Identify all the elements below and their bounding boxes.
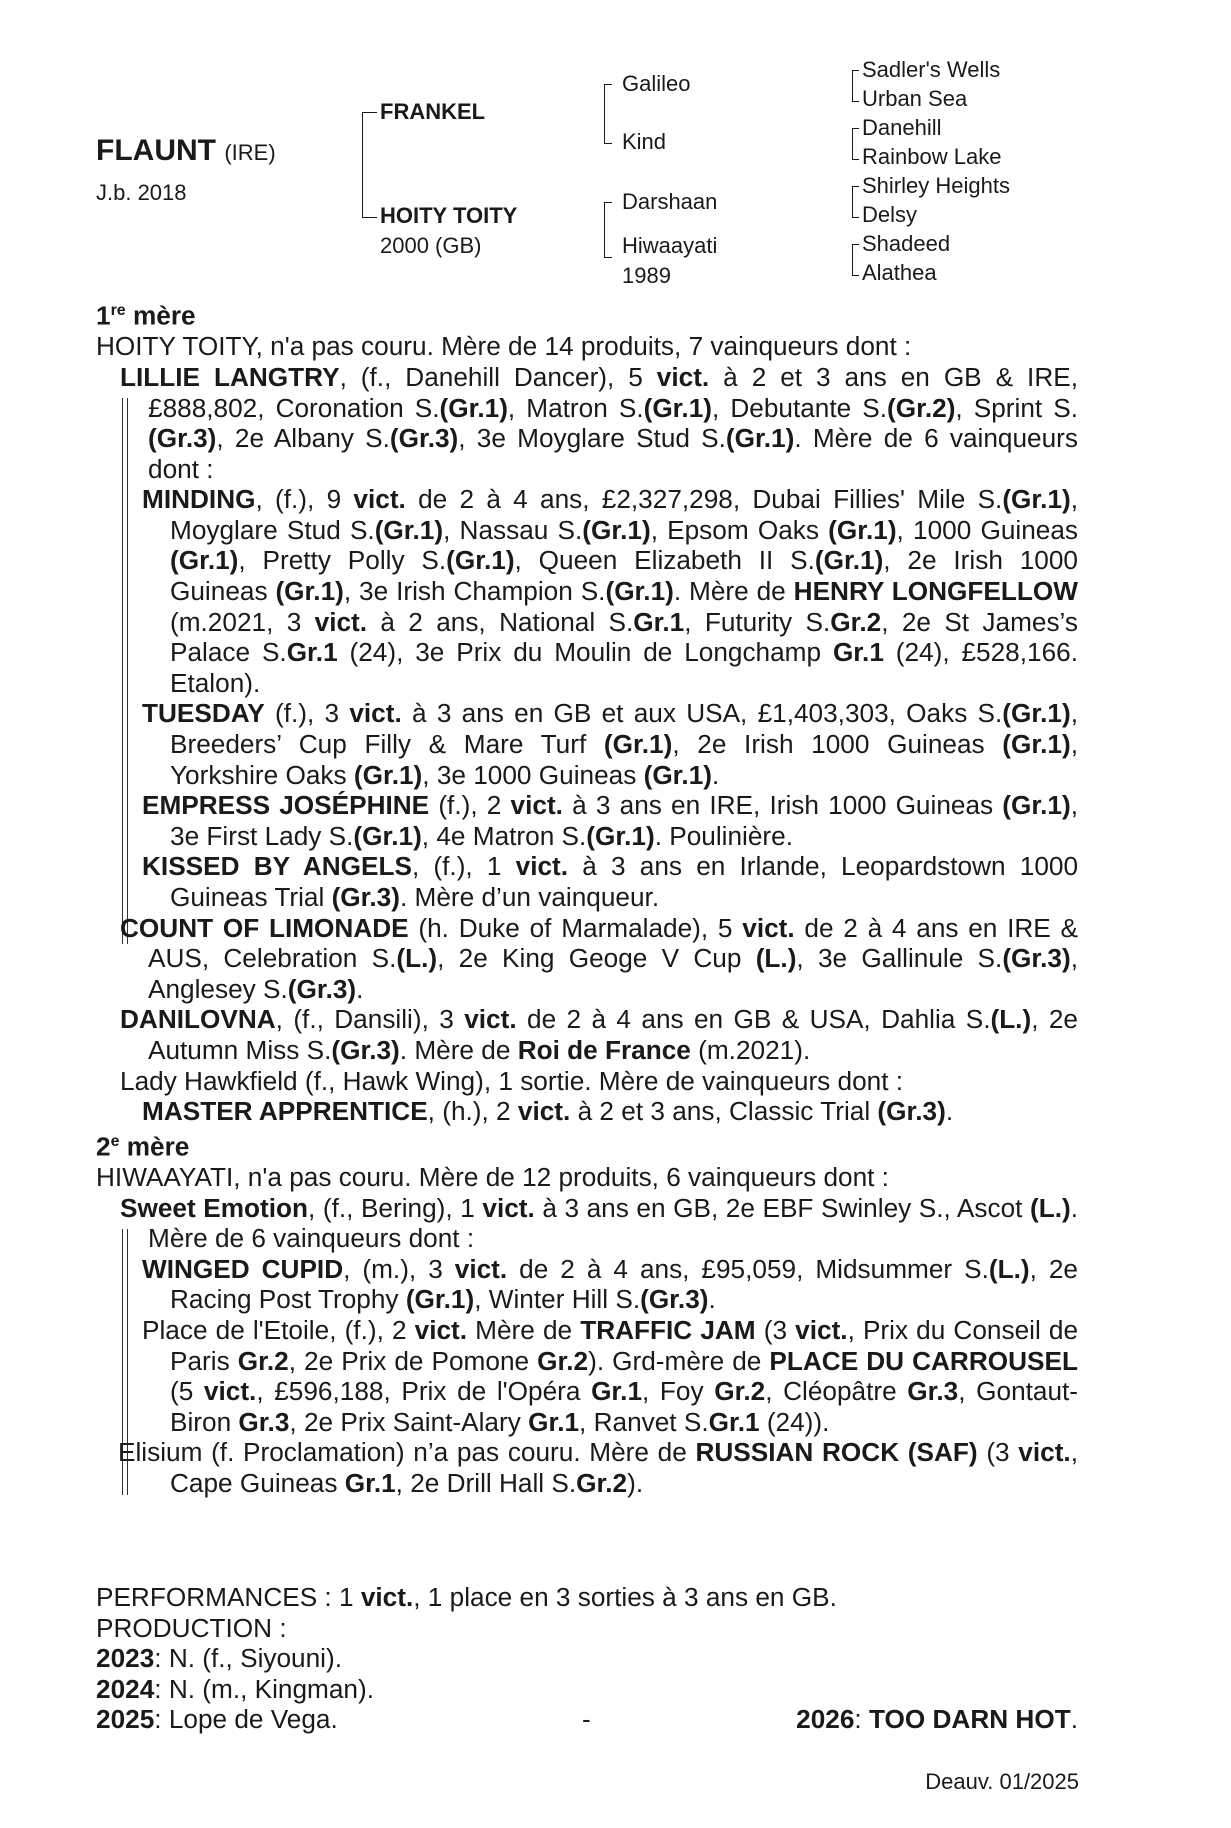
- production-2025: 2025: Lope de Vega.: [96, 1704, 338, 1735]
- grandsire-3: Darshaan: [622, 189, 718, 214]
- horse-name: FLAUNT: [96, 134, 216, 167]
- dam-line-bracket: [604, 202, 612, 258]
- ggs-bracket-3: [852, 186, 859, 218]
- sire-line-bracket: [604, 84, 612, 144]
- ggs-4: Rainbow Lake: [862, 144, 1002, 169]
- entry-winged-cupid: WINGED CUPID, (m.), 3 vict. de 2 à 4 ans, £95,059, Midsummer S.(L.), 2e Racing Post Trophy (Gr.1), Winter Hill S.(Gr.3).: [142, 1253, 1078, 1315]
- ggs-6: Delsy: [862, 202, 918, 227]
- ggs-bracket-4: [852, 244, 859, 276]
- grandsire-2: Kind: [622, 129, 667, 154]
- production-2026: 2026: TOO DARN HOT.: [796, 1704, 1078, 1735]
- grandsire-1: Galileo: [622, 71, 691, 96]
- ggs-bracket-1: [852, 70, 859, 102]
- entry-master-apprentice: MASTER APPRENTICE, (h.), 2 vict. à 2 et 3 ans, Classic Trial (Gr.3).: [142, 1096, 954, 1127]
- production-2024: 2024: N. (m., Kingman).: [96, 1673, 374, 1704]
- entry-lady-hawkfield: Lady Hawkfield (f., Hawk Wing), 1 sortie. Mère de vainqueurs dont :: [120, 1065, 904, 1096]
- ggs-8: Alathea: [862, 260, 937, 285]
- horse-title: [96, 134, 276, 170]
- production-label: PRODUCTION :: [96, 1612, 287, 1643]
- ggs-5: Shirley Heights: [862, 173, 1010, 198]
- first-dam-intro: HOITY TOITY, n'a pas couru. Mère de 14 produits, 7 vainqueurs dont :: [96, 331, 912, 362]
- grandsire-4-year: 1989: [622, 263, 671, 288]
- ggs-2: Urban Sea: [862, 86, 968, 111]
- grandsire-4: Hiwaayati: [622, 233, 718, 258]
- entry-danilovna: DANILOVNA, (f., Dansili), 3 vict. de 2 à 4 ans en GB & USA, Dahlia S.(L.), 2e Autumn Miss S.(Gr.3). Mère de Roi de France (m.2021).: [120, 1004, 1078, 1065]
- horse-desc: J.b. 2018: [96, 180, 187, 205]
- ggs-bracket-2: [852, 128, 859, 160]
- entry-sweet-emotion: Sweet Emotion, (f., Bering), 1 vict. à 3 ans en GB, 2e EBF Swinley S., Ascot (L.). Mère de 6 vainqueurs dont :: [120, 1192, 1079, 1254]
- ggs-1: Sadler's Wells: [862, 57, 1001, 82]
- production-2025-2026: [96, 1704, 1078, 1735]
- entry-kissed-by-angels: KISSED BY ANGELS, (f.), 1 vict. à 3 ans en Irlande, Leopardstown 1000 Guineas Trial (Gr.3). Mère d’un vainqueur.: [142, 851, 1079, 913]
- performances-line: PERFORMANCES : 1 vict., 1 place en 3 sorties à 3 ans en GB.: [96, 1582, 837, 1612]
- horse-origin: (IRE): [224, 140, 276, 165]
- second-dam-intro: HIWAAYATI, n'a pas couru. Mère de 12 produits, 6 vainqueurs dont :: [96, 1162, 889, 1193]
- dam-year: 2000 (GB): [380, 233, 482, 258]
- sire-dam-bracket: [362, 112, 377, 218]
- entry-count-of-limonade: COUNT OF LIMONADE (h. Duke of Marmalade), 5 vict. de 2 à 4 ans en IRE & AUS, Celebration S.(L.), 2e King Geoge V Cup (L.), 3e Gallinule S.(Gr.3), Anglesey S.(Gr.3).: [120, 912, 1078, 1004]
- sire-name: FRANKEL: [380, 99, 486, 124]
- entry-minding: MINDING, (f.), 9 vict. de 2 à 4 ans, £2,327,298, Dubai Fillies' Mile S.(Gr.1), Moyglare Stud S.(Gr.1), Nassau S.(Gr.1), Epsom Oaks (Gr.1), 1000 Guineas (Gr.1), Pretty Polly S.(Gr.1), Queen Elizabeth II S.(Gr.1), 2e Irish 1000 Guineas (Gr.1), 3e Irish Champion S.(Gr.1). Mère de HENRY LONGFELLOW (m.2021, 3 vict. à 2 ans, National S.Gr.1, Futurity S.Gr.2, 2e St James’s Palace S.Gr.1 (24), 3e Prix du Moulin de Longchamp Gr.1 (24), £528,166. Etalon).: [142, 484, 1079, 698]
- family-notes: [96, 296, 1078, 1499]
- catalogue-reference: Deauv. 01/2025: [925, 1769, 1079, 1794]
- first-dam-heading: 1re mère: [96, 300, 196, 331]
- second-dam-produce: [96, 1193, 1078, 1499]
- first-dam-produce: [96, 362, 1078, 1127]
- performances-block: [96, 1582, 1078, 1735]
- entry-lillie-langtry: LILLIE LANGTRY, (f., Danehill Dancer), 5 vict. à 2 et 3 ans en GB & IRE, £888,802, Coronation S.(Gr.1), Matron S.(Gr.1), Debutante S.(Gr.2), Sprint S.(Gr.3), 2e Albany S.(Gr.3), 3e Moyglare Stud S.(Gr.1). Mère de 6 vainqueurs dont :: [120, 361, 1078, 484]
- ggs-3: Danehill: [862, 115, 942, 140]
- production-dash: -: [582, 1704, 591, 1735]
- dam-name: HOITY TOITY: [380, 203, 518, 228]
- production-2023: 2023: N. (f., Siyouni).: [96, 1643, 342, 1674]
- ggs-7: Shadeed: [862, 231, 951, 256]
- entry-place-de-l-etoile: Place de l'Etoile, (f.), 2 vict. Mère de TRAFFIC JAM (3 vict., Prix du Conseil de Paris Gr.2, 2e Prix de Pomone Gr.2). Grd-mère de PLACE DU CARROUSEL (5 vict., £596,188, Prix de l'Opéra Gr.1, Foy Gr.2, Cléopâtre Gr.3, Gontaut-Biron Gr.3, 2e Prix Saint-Alary Gr.1, Ranvet S.Gr.1 (24)).: [142, 1315, 1079, 1437]
- second-dam-heading: 2e mère: [96, 1131, 190, 1162]
- entry-tuesday: TUESDAY (f.), 3 vict. à 3 ans en GB et aux USA, £1,403,303, Oaks S.(Gr.1), Breeders’ Cup Filly & Mare Turf (Gr.1), 2e Irish 1000 Guineas (Gr.1), Yorkshire Oaks (Gr.1), 3e 1000 Guineas (Gr.1).: [142, 698, 1078, 790]
- entry-empress-josephine: EMPRESS JOSÉPHINE (f.), 2 vict. à 3 ans en IRE, Irish 1000 Guineas (Gr.1), 3e First Lady S.(Gr.1), 4e Matron S.(Gr.1). Poulinière.: [142, 790, 1078, 851]
- entry-elisium: Elisium (f. Proclamation) n’a pas couru. Mère de RUSSIAN ROCK (SAF) (3 vict., Cape Guineas Gr.1, 2e Drill Hall S.Gr.2).: [118, 1437, 1078, 1499]
